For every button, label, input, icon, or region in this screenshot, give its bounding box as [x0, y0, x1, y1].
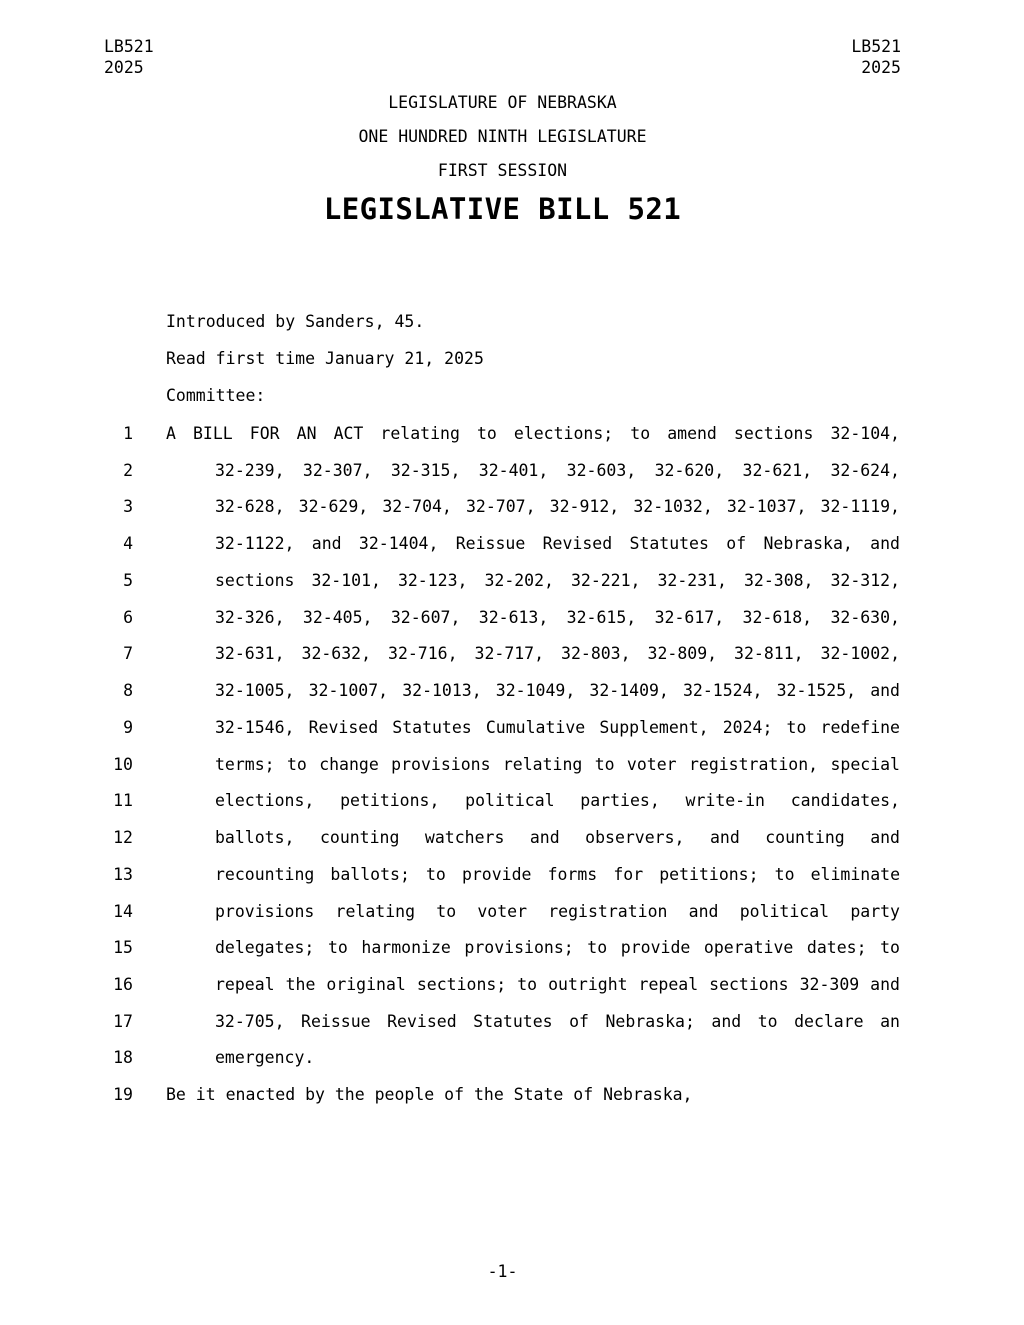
- bill-line: [104, 747, 900, 784]
- bill-line: [104, 930, 900, 967]
- line-number: 18: [113, 1048, 133, 1068]
- line-number: 3: [123, 497, 133, 517]
- bill-text-lines: [104, 416, 900, 1114]
- line-number: 4: [123, 534, 133, 554]
- line-number: 13: [113, 864, 133, 884]
- header-right-year: 2025: [861, 58, 901, 77]
- line-text: delegates; to harmonize provisions; to provide operative dates; to: [215, 938, 900, 958]
- read-first-time-line: Read first time January 21, 2025: [166, 349, 484, 368]
- bill-line: [104, 489, 900, 526]
- line-text: provisions relating to voter registration and political party: [215, 901, 900, 921]
- line-number: 7: [123, 644, 133, 664]
- line-number: 19: [113, 1085, 133, 1105]
- line-text: emergency.: [215, 1048, 315, 1068]
- line-number: 15: [113, 938, 133, 958]
- line-text: sections 32-101, 32-123, 32-202, 32-221, 32-231, 32-308, 32-312,: [215, 570, 900, 590]
- bill-line: [104, 526, 900, 563]
- introduced-by-line: Introduced by Sanders, 45.: [166, 312, 425, 331]
- header-left-bill-number: LB521: [104, 37, 154, 56]
- bill-line: [104, 673, 900, 710]
- bill-line: [104, 453, 900, 490]
- line-number: 10: [113, 754, 133, 774]
- bill-line: [104, 710, 900, 747]
- line-number: 16: [113, 975, 133, 995]
- line-text: 32-631, 32-632, 32-716, 32-717, 32-803, 32-809, 32-811, 32-1002,: [215, 644, 900, 664]
- header-right: [104, 36, 901, 78]
- line-text: 32-239, 32-307, 32-315, 32-401, 32-603, 32-620, 32-621, 32-624,: [215, 460, 900, 480]
- committee-line: Committee:: [166, 386, 266, 405]
- line-number: 1: [123, 424, 133, 443]
- bill-line: [104, 1077, 900, 1114]
- line-number: 17: [113, 1011, 133, 1031]
- bill-line: [104, 783, 900, 820]
- bill-line: [104, 563, 900, 600]
- line-number: 8: [123, 681, 133, 701]
- bill-line: [104, 857, 900, 894]
- line-text: 32-628, 32-629, 32-704, 32-707, 32-912, 32-1032, 32-1037, 32-1119,: [215, 497, 900, 517]
- line-number: 5: [123, 570, 133, 590]
- line-number: 11: [113, 791, 133, 811]
- line-text: 32-705, Reissue Revised Statutes of Nebraska; and to declare an: [215, 1011, 900, 1031]
- bill-line: [104, 1004, 900, 1041]
- line-text: elections, petitions, political parties, write-in candidates,: [215, 791, 900, 811]
- line-text: repeal the original sections; to outright repeal sections 32-309 and: [215, 975, 900, 995]
- document-headings: [104, 86, 901, 188]
- bill-line: [104, 1040, 900, 1077]
- line-text: 32-1005, 32-1007, 32-1013, 32-1049, 32-1409, 32-1524, 32-1525, and: [215, 681, 900, 701]
- line-text: A BILL FOR AN ACT relating to elections; to amend sections 32-104,: [166, 424, 900, 443]
- line-number: 2: [123, 460, 133, 480]
- bill-line: [104, 967, 900, 1004]
- intro-block: [166, 303, 484, 414]
- bill-line: [104, 894, 900, 931]
- line-number: 12: [113, 828, 133, 848]
- bill-title: LEGISLATIVE BILL 521: [323, 192, 682, 226]
- line-number: 9: [123, 717, 133, 737]
- line-number: 14: [113, 901, 133, 921]
- heading-legislature: LEGISLATURE OF NEBRASKA: [388, 93, 617, 112]
- heading-session: FIRST SESSION: [437, 161, 568, 180]
- line-number: 6: [123, 607, 133, 627]
- heading-legislature-number: ONE HUNDRED NINTH LEGISLATURE: [358, 127, 647, 146]
- bill-line: [104, 636, 900, 673]
- line-text: 32-1546, Revised Statutes Cumulative Supplement, 2024; to redefine: [215, 717, 900, 737]
- line-text: terms; to change provisions relating to voter registration, special: [215, 754, 900, 774]
- line-text: 32-1122, and 32-1404, Reissue Revised Statutes of Nebraska, and: [215, 534, 900, 554]
- header-left-year: 2025: [104, 58, 144, 77]
- bill-line: [104, 416, 900, 453]
- line-text: Be it enacted by the people of the State of Nebraska,: [166, 1085, 693, 1105]
- page-number: -1-: [487, 1262, 518, 1281]
- bill-line: [104, 600, 900, 637]
- line-text: recounting ballots; to provide forms for petitions; to eliminate: [215, 864, 900, 884]
- header-right-bill-number: LB521: [851, 37, 901, 56]
- bill-line: [104, 820, 900, 857]
- line-text: 32-326, 32-405, 32-607, 32-613, 32-615, 32-617, 32-618, 32-630,: [215, 607, 900, 627]
- line-text: ballots, counting watchers and observers, and counting and: [215, 828, 900, 848]
